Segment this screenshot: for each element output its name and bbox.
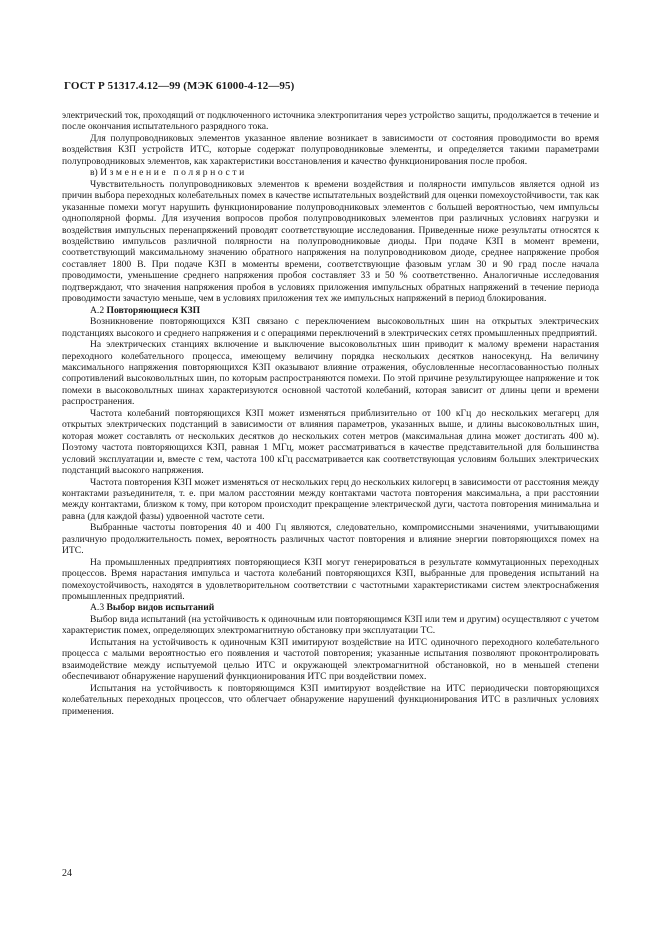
heading-text: Изменение полярности	[100, 167, 247, 179]
paragraph: Частота повторения КЗП может изменяться от нескольких герц до нескольких килогерц в зависимости от расстояния между контактами разъединителя, т. е. при малом расстоянии между контактами частота повторения максимальна, а при расстоянии между контактами, близком к тому, при котором происходит прекращение электрической дуги, частота повторения минимальна и равна (для каждой фазы) удвоенной частоте сети.	[62, 476, 599, 522]
paragraph: электрический ток, проходящий от подключенного источника электропитания через устройство защиты, продолжается в течение и после окончания испытательного разрядного тока.	[62, 110, 599, 133]
section-heading	[62, 602, 599, 613]
paragraph: Частота колебаний повторяющихся КЗП может изменяться приблизительно от 100 кГц до нескольких мегагерц для открытых электрических подстанций в зависимости от влияния параметров, указанных выше, и длины высоковольтных шин, которая может составлять от нескольких десятков до нескольких сотен метров (максимальная длина может достигать 400 м). Поэтому частота повторяющихся КЗП, равная 1 МГц, может рассматриваться в качестве представительной для большинства условий эксплуатации и, вместе с тем, частота 100 кГц рассматривается как соответствующая условиям больших электрических подстанций высокого напряжения.	[62, 407, 599, 477]
paragraph: На электрических станциях включение и выключение высоковольтных шин приводит к малому времени нарастания переходного колебательного процесса, имеющему величину порядка нескольких десятков наносекунд. На величину максимального напряжения повторяющихся КЗП оказывают влияние отражения, обусловленные несогласованностью полных сопротивлений высоковольтных шин, по которым распространяются помехи. По этой причине результирующее напряжение и ток помехи в высоковольтных шинах характеризуются основной частотой колебаний, которая зависит от длины цепи и времени распространения.	[62, 339, 599, 408]
paragraph: Выбор вида испытаний (на устойчивость к одиночным или повторяющимся КЗП или тем и другим) осуществляют с учетом характеристик помех, определяющих электромагнитную обстановку при эксплуатации ТС.	[62, 613, 599, 637]
heading-prefix: А.2	[90, 304, 107, 316]
paragraph: Возникновение повторяющихся КЗП связано с переключением высоковольтных шин на открытых электрических подстанциях высокого и среднего напряжения и с операциями переключений в электрических сетях промышленных предприятий.	[62, 316, 599, 339]
paragraph: Испытания на устойчивость к повторяющимся КЗП имитируют воздействие на ИТС периодически повторяющихся колебательных переходных процессов, что облегчает обнаружение нарушений функционирования ИТС в различных условиях применения.	[62, 682, 599, 717]
heading-text: Повторяющиеся КЗП	[106, 304, 201, 316]
paragraph: На промышленных предприятиях повторяющиеся КЗП могут генерироваться в результате коммутационных переходных процессов. Время нарастания импульса и частота колебаний повторяющихся КЗП, выбранные для проведения испытаний на помехоустойчивость, находятся в удовлетворительном соответствии с частотными характеристиками систем электроснабжения промышленных предприятий.	[62, 556, 599, 603]
heading-prefix: А.3	[90, 602, 107, 614]
heading-prefix: в)	[90, 167, 101, 179]
paragraph: Выбранные частоты повторения 40 и 400 Гц являются, следовательно, компромиссными значениями, учитывающими различную продолжительность помех, вероятность различных частот повторения и влияние энергии повторяющихся помех на ИТС.	[62, 522, 599, 557]
section-heading	[62, 167, 599, 178]
section-heading	[62, 305, 599, 316]
paragraph: Испытания на устойчивость к одиночным КЗП имитируют воздействие на ИТС одиночного переходного колебательного процесса с малыми вероятностью его появления и частотой повторения; указанные испытания позволяют проконтролировать взаимодействие между испытуемой целью ИТС и окружающей электромагнитной обстановкой, но в меньшей степени обеспечивают обнаружение нарушений функционирования ИТС при воздействии помех.	[62, 636, 599, 683]
heading-text: Выбор видов испытаний	[106, 602, 215, 614]
paragraph: Для полупроводниковых элементов указанное явление возникает в зависимости от состояния проводимости во время воздействия КЗП устройств ИТС, которые содержат полупроводниковые элементы, и определяется такими параметрами полупроводниковых элементов, как характеристики восстановления и качество функционирования после пробоя.	[62, 132, 599, 167]
document-body	[62, 110, 599, 717]
document-header: ГОСТ Р 51317.4.12—99 (МЭК 61000-4-12—95)	[64, 80, 295, 92]
page-number: 24	[62, 868, 72, 879]
paragraph: Чувствительность полупроводниковых элементов к времени воздействия и полярности импульсов является одной из причин выбора переходных колебательных помех в качестве испытательных воздействий для оценки помехоустойчивости, так как указанные помехи могут нарушить функционирование полупроводниковых элементов с большей вероятностью, чем импульсы однополярной формы. Для изучения вопросов пробоя полупроводниковых элементов при различных условиях нагрузки и воздействия импульсных перенапряжений проводят соответствующие исследования. Приведенные ниже результаты относятся к воздействию импульсов различной полярности на полупроводниковые диоды. При подаче КЗП в момент времени, соответствующий максимальному значению обратного напряжения на полупроводниковом диоде, среднее напряжение пробоя составляет 1800 В. При подаче КЗП в моменты времени, соответствующие фазовым углам 30 и 90 град после начала проводимости, уменьшение среднего напряжения пробоя составляет 33 и 50 % соответственно. Аналогичные исследования подтверждают, что значения напряжения пробоя в условиях приложения импульсных обратных напряжений в течение периода проводимости зачастую меньше, чем в условиях приложения тех же импульсных напряжений в период блокирования.	[62, 178, 599, 305]
